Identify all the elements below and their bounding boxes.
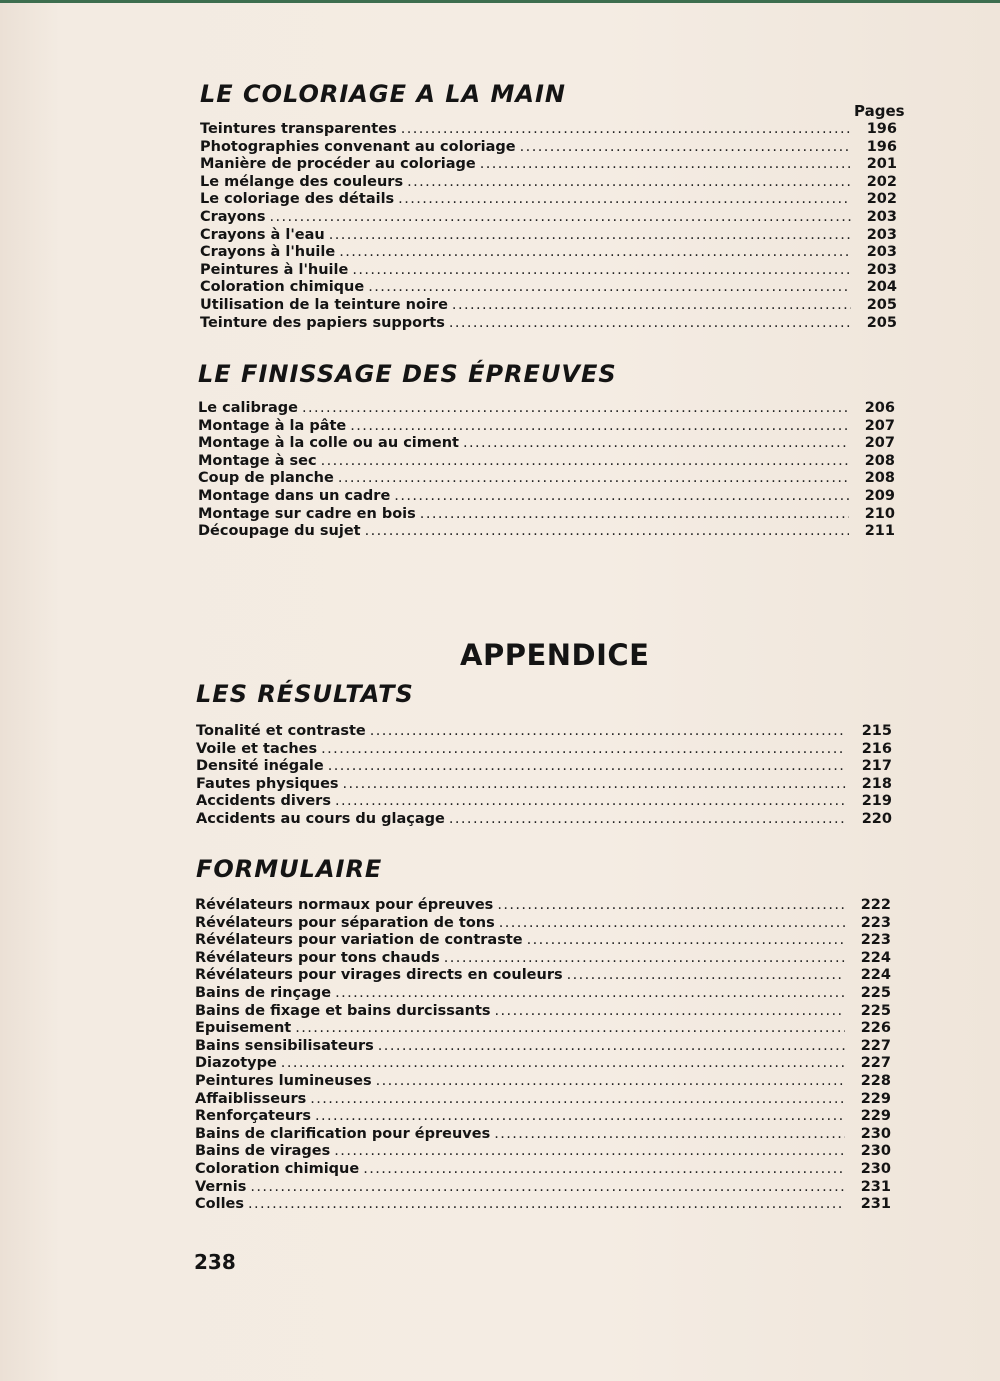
toc-entry [200,315,897,333]
dot-leader [248,1196,845,1214]
toc-entry [200,156,897,174]
dot-leader [398,191,851,209]
dot-leader [310,1091,845,1109]
dot-leader [302,400,849,418]
toc-entry-label: Bains de clarification pour épreuves [195,1125,491,1142]
toc-entry [195,1161,891,1179]
toc-entry-page-number: 222 [860,897,891,913]
dot-leader [463,435,849,453]
toc-entry-page-number: 208 [864,452,895,469]
toc-entry-label: Vernis [195,1178,247,1195]
toc-entry [200,279,897,297]
toc-entry-label: Le mélange des couleurs [200,173,404,190]
dot-leader [376,1073,845,1091]
toc-entry-page-number: 207 [864,417,895,434]
toc-entry-page-number: 203 [866,261,897,278]
toc-entry-page-number: 229 [860,1090,891,1107]
toc-entry-label: Révélateurs pour virages directs en couleurs [195,967,563,984]
dot-leader [335,985,845,1003]
toc-entry-label: Coloration chimique [200,279,365,296]
toc-entry-page-number: 223 [860,914,891,931]
toc-entry-label: Révélateurs normaux pour épreuves [195,897,494,913]
toc-entry-page-number: 202 [866,173,897,190]
dot-leader [494,1126,845,1144]
toc-entry-page-number: 224 [860,949,891,966]
section-title-formulaire: FORMULAIRE [196,855,383,883]
toc-entry-label: Manière de procéder au coloriage [200,156,476,173]
toc-entry-label: Bains de fixage et bains durcissants [195,1002,491,1019]
dot-leader [497,897,845,915]
toc-entry-page-number: 203 [866,226,897,243]
toc-entry-page-number: 231 [860,1196,891,1213]
toc-entry [195,1108,891,1126]
toc-entry [196,811,892,829]
toc-entry [198,435,895,453]
dot-leader [444,950,845,968]
toc-entry [200,297,897,315]
toc-entry-label: Crayons à l'eau [200,226,325,243]
toc-entry-label: Bains sensibilisateurs [195,1037,374,1054]
toc-entry [198,418,895,436]
toc-list-formulaire [195,897,891,1214]
toc-entry-page-number: 210 [864,505,895,522]
dot-leader [250,1179,845,1197]
toc-entry [195,950,891,968]
toc-entry-page-number: 209 [864,487,895,504]
toc-entry [198,488,895,506]
dot-leader [394,488,849,506]
toc-entry-label: Le coloriage des détails [200,191,395,208]
toc-entry-label: Bains de rinçage [195,984,332,1001]
toc-entry [196,741,892,759]
toc-entry-page-number: 215 [861,723,892,739]
toc-entry-page-number: 203 [866,208,897,225]
toc-entry-label: Révélateurs pour variation de contraste [195,932,523,949]
toc-entry-label: Montage sur cadre en bois [198,505,416,522]
toc-entry-page-number: 226 [860,1020,891,1037]
toc-entry-page-number: 223 [860,932,891,949]
toc-entry-label: Utilisation de la teinture noire [200,296,448,313]
toc-entry-label: Accidents divers [196,793,331,810]
toc-list-resultats [196,723,892,829]
toc-entry-label: Voile et taches [196,740,318,757]
toc-entry [195,1073,891,1091]
toc-entry [200,209,897,227]
toc-entry-label: Montage à sec [198,452,317,469]
dot-leader [335,793,846,811]
toc-entry-label: Montage dans un cadre [198,487,391,504]
toc-entry-label: Montage à la colle ou au ciment [198,435,459,452]
toc-entry-label: Crayons [200,208,266,225]
toc-entry-label: Coup de planche [198,470,334,487]
toc-entry-page-number: 202 [866,191,897,208]
toc-entry-label: Montage à la pâte [198,417,347,434]
appendix-title: APPENDICE [460,638,650,672]
toc-entry-page-number: 230 [860,1143,891,1160]
dot-leader [499,915,845,933]
toc-entry [195,1143,891,1161]
toc-entry-page-number: 216 [861,740,892,757]
toc-entry [195,897,891,915]
toc-entry-label: Coloration chimique [195,1160,360,1177]
toc-entry-page-number: 227 [860,1037,891,1054]
toc-entry-label: Teintures transparentes [200,121,397,137]
toc-entry [195,932,891,950]
toc-entry-label: Révélateurs pour séparation de tons [195,914,495,931]
dot-leader [321,741,846,759]
dot-leader [321,453,849,471]
toc-entry [195,1091,891,1109]
dot-leader [295,1020,845,1038]
dot-leader [270,209,852,227]
dot-leader [495,1003,845,1021]
toc-entry-label: Fautes physiques [196,775,339,792]
dot-leader [352,262,851,280]
toc-entry-label: Bains de virages [195,1143,331,1160]
toc-entry [195,1126,891,1144]
dot-leader [567,967,845,985]
pages-column-header: Pages [854,102,905,120]
toc-entry-page-number: 196 [866,121,897,137]
toc-entry [200,191,897,209]
toc-entry-label: Teinture des papiers supports [200,314,445,331]
toc-entry-page-number: 204 [866,279,897,296]
toc-entry-label: Crayons à l'huile [200,244,336,261]
toc-entry [200,227,897,245]
dot-leader [452,297,851,315]
toc-entry [198,453,895,471]
dot-leader [449,315,851,333]
dot-leader [378,1038,845,1056]
toc-entry-page-number: 208 [864,470,895,487]
toc-entry [196,723,892,741]
toc-entry-page-number: 203 [866,244,897,261]
toc-entry-label: Diazotype [195,1055,277,1072]
toc-entry-label: Révélateurs pour tons chauds [195,949,440,966]
toc-entry-label: Peintures à l'huile [200,261,349,278]
toc-entry [195,1179,891,1197]
page-top-edge [0,0,1000,3]
toc-entry-page-number: 229 [860,1108,891,1125]
dot-leader [480,156,851,174]
dot-leader [338,470,849,488]
toc-entry-page-number: 227 [860,1055,891,1072]
toc-list-coloriage [200,121,897,332]
toc-entry-page-number: 225 [860,1002,891,1019]
dot-leader [328,758,846,776]
dot-leader [520,139,851,157]
dot-leader [363,1161,845,1179]
toc-entry-page-number: 201 [866,156,897,173]
toc-entry-page-number: 219 [861,793,892,810]
toc-entry-page-number: 228 [860,1072,891,1089]
toc-entry-page-number: 218 [861,775,892,792]
toc-entry-page-number: 225 [860,984,891,1001]
toc-entry [198,506,895,524]
toc-entry [198,470,895,488]
toc-entry-page-number: 205 [866,296,897,313]
toc-entry-page-number: 224 [860,967,891,984]
toc-entry [200,244,897,262]
toc-entry-label: Accidents au cours du glaçage [196,810,445,827]
dot-leader [334,1143,845,1161]
dot-leader [368,279,851,297]
toc-entry-page-number: 206 [864,400,895,416]
toc-entry-label: Photographies convenant au coloriage [200,138,516,155]
toc-entry-page-number: 211 [864,523,895,540]
toc-entry [195,915,891,933]
toc-entry-page-number: 230 [860,1125,891,1142]
toc-entry [195,967,891,985]
toc-entry [200,139,897,157]
toc-entry-label: Colles [195,1196,245,1213]
section-title-finissage: LE FINISSAGE DES ÉPREUVES [198,360,617,388]
dot-leader [315,1108,845,1126]
toc-list-finissage [198,400,895,541]
dot-leader [329,227,851,245]
toc-entry-label: Peintures lumineuses [195,1072,372,1089]
toc-entry [196,776,892,794]
dot-leader [407,174,851,192]
toc-entry-page-number: 207 [864,435,895,452]
toc-entry [195,1055,891,1073]
toc-entry [198,400,895,418]
toc-entry [195,985,891,1003]
toc-entry-page-number: 231 [860,1178,891,1195]
toc-entry-page-number: 230 [860,1160,891,1177]
toc-entry [200,262,897,280]
toc-entry-page-number: 220 [861,810,892,827]
section-title-resultats: LES RÉSULTATS [196,680,414,708]
dot-leader [339,244,851,262]
toc-entry-label: Affaiblisseurs [195,1090,307,1107]
dot-leader [365,523,849,541]
dot-leader [370,723,846,741]
toc-entry-label: Tonalité et contraste [196,723,366,739]
toc-entry-page-number: 196 [866,138,897,155]
toc-entry [195,1003,891,1021]
toc-entry-label: Densité inégale [196,758,324,775]
page-folio: 238 [194,1250,236,1274]
toc-entry-page-number: 217 [861,758,892,775]
toc-entry-label: Le calibrage [198,400,298,416]
toc-entry-label: Découpage du sujet [198,523,361,540]
dot-leader [401,121,851,139]
toc-entry-label: Renforçateurs [195,1108,311,1125]
toc-entry [195,1196,891,1214]
toc-entry [196,758,892,776]
toc-entry-label: Epuisement [195,1020,292,1037]
toc-entry [200,174,897,192]
section-title-coloriage: LE COLORIAGE A LA MAIN [200,80,566,108]
toc-entry [195,1020,891,1038]
toc-entry [198,523,895,541]
toc-entry [195,1038,891,1056]
dot-leader [527,932,845,950]
toc-entry [200,121,897,139]
toc-entry-page-number: 205 [866,314,897,331]
dot-leader [449,811,846,829]
toc-entry [196,793,892,811]
dot-leader [343,776,846,794]
dot-leader [281,1055,845,1073]
dot-leader [350,418,849,436]
dot-leader [420,506,849,524]
